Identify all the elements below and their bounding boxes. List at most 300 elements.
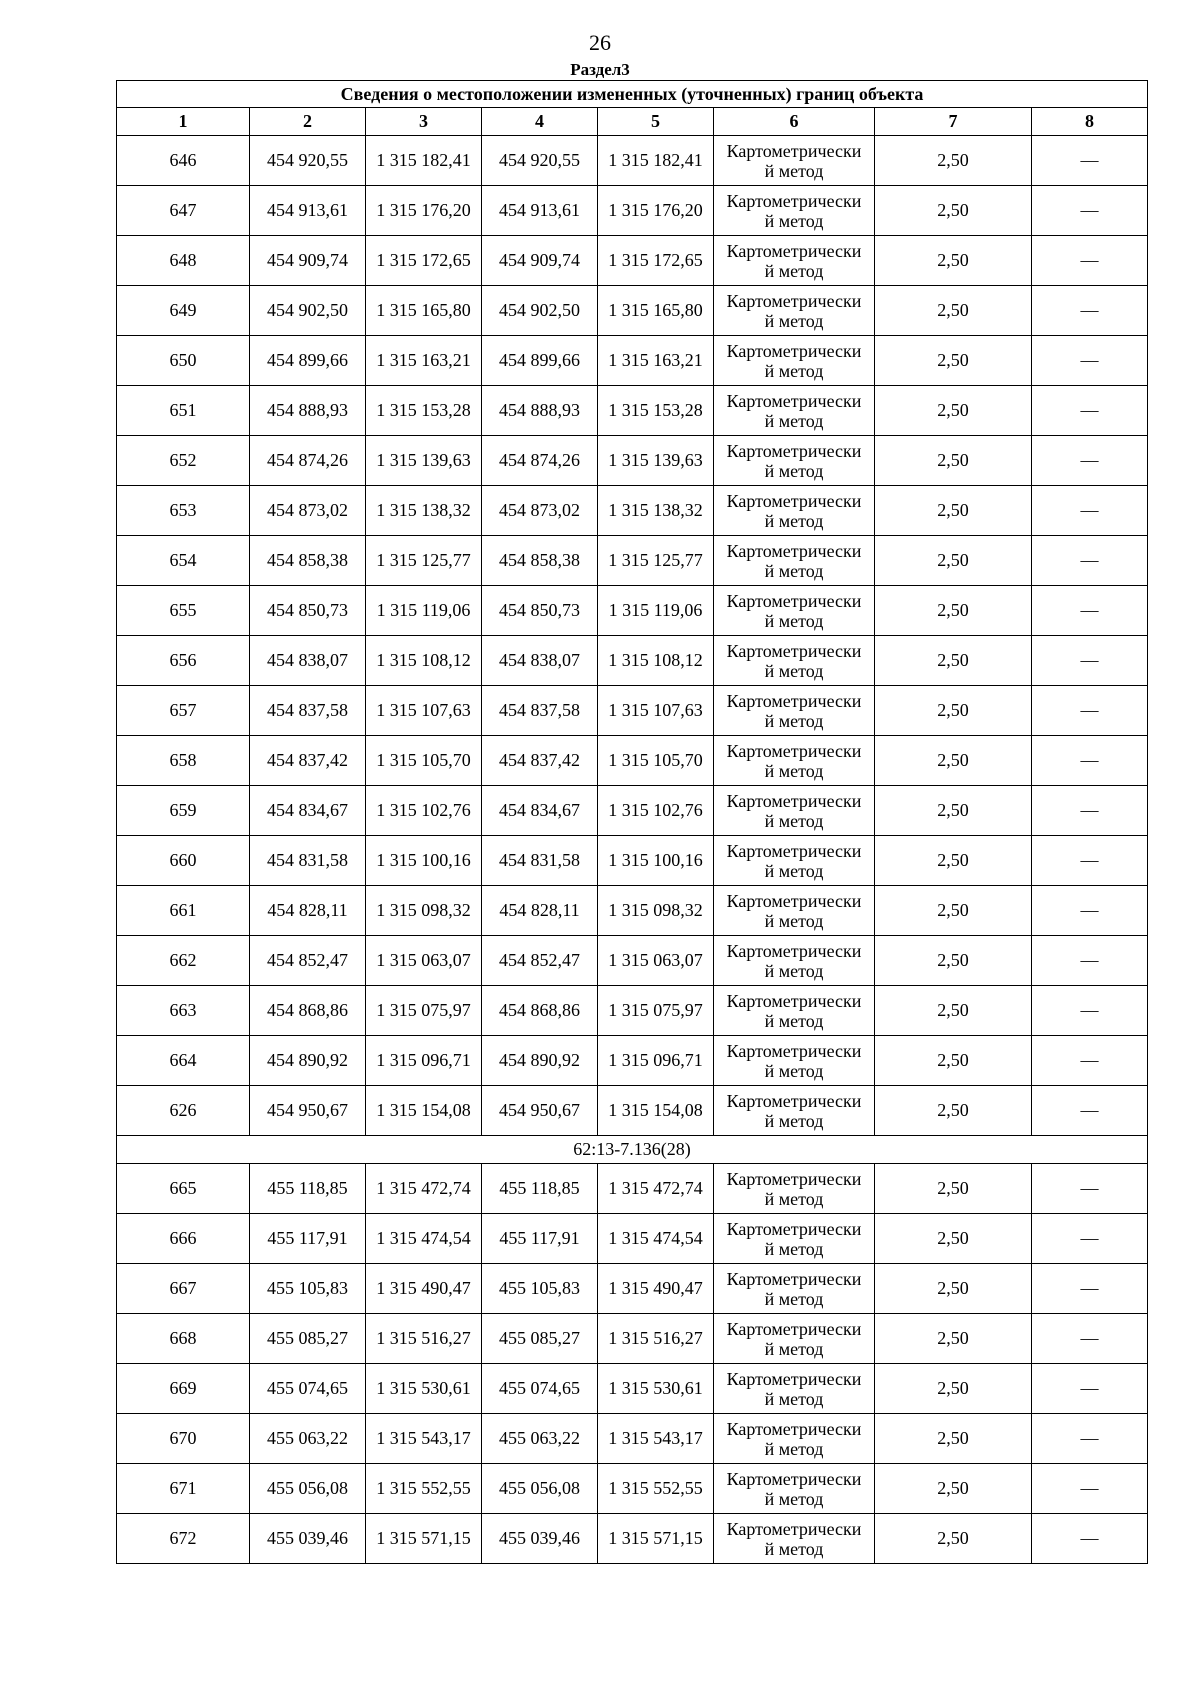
group-row <box>117 1136 1148 1164</box>
table-body-group <box>117 1136 1148 1164</box>
x-old-cell: 454 828,11 <box>250 886 366 936</box>
method-cell <box>714 336 875 386</box>
point-number-cell: 664 <box>117 1036 250 1086</box>
x-new-cell: 454 899,66 <box>482 336 598 386</box>
table-row <box>117 636 1148 686</box>
y-new-cell: 1 315 108,12 <box>598 636 714 686</box>
y-new-cell: 1 315 490,47 <box>598 1264 714 1314</box>
point-number-cell: 648 <box>117 236 250 286</box>
table-row <box>117 686 1148 736</box>
method-cell <box>714 1036 875 1086</box>
method-line-1: Картометрически <box>726 1318 862 1339</box>
y-new-cell: 1 315 172,65 <box>598 236 714 286</box>
x-new-cell: 454 909,74 <box>482 236 598 286</box>
point-number-cell: 654 <box>117 536 250 586</box>
y-old-cell: 1 315 153,28 <box>366 386 482 436</box>
method-cell <box>714 636 875 686</box>
method-line-1: Картометрически <box>726 140 862 161</box>
x-old-cell: 454 920,55 <box>250 136 366 186</box>
precision-cell: 2,50 <box>875 1514 1032 1564</box>
table-row <box>117 736 1148 786</box>
x-old-cell: 455 039,46 <box>250 1514 366 1564</box>
y-new-cell: 1 315 472,74 <box>598 1164 714 1214</box>
method-cell <box>714 186 875 236</box>
x-old-cell: 454 850,73 <box>250 586 366 636</box>
y-new-cell: 1 315 163,21 <box>598 336 714 386</box>
table-row <box>117 886 1148 936</box>
method-cell <box>714 536 875 586</box>
method-line-1: Картометрически <box>726 1040 862 1061</box>
method-line-2: й метод <box>764 1488 824 1509</box>
table-row <box>117 1364 1148 1414</box>
x-old-cell: 454 890,92 <box>250 1036 366 1086</box>
method-line-1: Картометрически <box>726 940 862 961</box>
y-old-cell: 1 315 098,32 <box>366 886 482 936</box>
precision-cell: 2,50 <box>875 1264 1032 1314</box>
method-line-1: Картометрически <box>726 590 862 611</box>
y-old-cell: 1 315 472,74 <box>366 1164 482 1214</box>
table-row <box>117 536 1148 586</box>
table-row <box>117 936 1148 986</box>
y-new-cell: 1 315 153,28 <box>598 386 714 436</box>
table-row <box>117 336 1148 386</box>
x-old-cell: 454 838,07 <box>250 636 366 686</box>
method-line-1: Картометрически <box>726 1218 862 1239</box>
method-line-1: Картометрически <box>726 540 862 561</box>
table-row <box>117 386 1148 436</box>
x-old-cell: 454 858,38 <box>250 536 366 586</box>
precision-cell: 2,50 <box>875 686 1032 736</box>
y-old-cell: 1 315 165,80 <box>366 286 482 336</box>
point-number-cell: 655 <box>117 586 250 636</box>
column-header: 1 <box>117 108 250 136</box>
x-new-cell: 454 902,50 <box>482 286 598 336</box>
dash-cell: — <box>1032 1414 1148 1464</box>
x-new-cell: 455 085,27 <box>482 1314 598 1364</box>
x-old-cell: 454 909,74 <box>250 236 366 286</box>
table-row <box>117 286 1148 336</box>
y-new-cell: 1 315 105,70 <box>598 736 714 786</box>
dash-cell: — <box>1032 136 1148 186</box>
y-new-cell: 1 315 138,32 <box>598 486 714 536</box>
x-new-cell: 454 834,67 <box>482 786 598 836</box>
x-new-cell: 454 850,73 <box>482 586 598 636</box>
point-number-cell: 667 <box>117 1264 250 1314</box>
dash-cell: — <box>1032 1036 1148 1086</box>
column-header: 3 <box>366 108 482 136</box>
x-old-cell: 454 913,61 <box>250 186 366 236</box>
y-new-cell: 1 315 107,63 <box>598 686 714 736</box>
y-old-cell: 1 315 075,97 <box>366 986 482 1036</box>
y-new-cell: 1 315 119,06 <box>598 586 714 636</box>
y-new-cell: 1 315 139,63 <box>598 436 714 486</box>
method-cell <box>714 136 875 186</box>
method-line-1: Картометрически <box>726 1168 862 1189</box>
method-line-2: й метод <box>764 460 824 481</box>
method-line-1: Картометрически <box>726 190 862 211</box>
column-header: 8 <box>1032 108 1148 136</box>
dash-cell: — <box>1032 736 1148 786</box>
x-old-cell: 454 834,67 <box>250 786 366 836</box>
dash-cell: — <box>1032 336 1148 386</box>
method-line-1: Картометрически <box>726 1418 862 1439</box>
method-line-2: й метод <box>764 1288 824 1309</box>
y-new-cell: 1 315 063,07 <box>598 936 714 986</box>
method-cell <box>714 386 875 436</box>
table-body-main <box>117 136 1148 1136</box>
method-line-2: й метод <box>764 410 824 431</box>
y-new-cell: 1 315 100,16 <box>598 836 714 886</box>
method-line-1: Картометрически <box>726 740 862 761</box>
precision-cell: 2,50 <box>875 1214 1032 1264</box>
x-old-cell: 454 873,02 <box>250 486 366 536</box>
method-line-2: й метод <box>764 1238 824 1259</box>
dash-cell: — <box>1032 1514 1148 1564</box>
dash-cell: — <box>1032 186 1148 236</box>
x-new-cell: 454 868,86 <box>482 986 598 1036</box>
column-header: 2 <box>250 108 366 136</box>
x-old-cell: 454 868,86 <box>250 986 366 1036</box>
dash-cell: — <box>1032 386 1148 436</box>
y-old-cell: 1 315 571,15 <box>366 1514 482 1564</box>
point-number-cell: 647 <box>117 186 250 236</box>
precision-cell: 2,50 <box>875 936 1032 986</box>
table-body-secondary <box>117 1164 1148 1564</box>
y-old-cell: 1 315 172,65 <box>366 236 482 286</box>
precision-cell: 2,50 <box>875 386 1032 436</box>
y-old-cell: 1 315 163,21 <box>366 336 482 386</box>
y-old-cell: 1 315 063,07 <box>366 936 482 986</box>
method-cell <box>714 1086 875 1136</box>
table-row <box>117 1464 1148 1514</box>
method-line-1: Картометрически <box>726 640 862 661</box>
method-cell <box>714 786 875 836</box>
x-old-cell: 454 888,93 <box>250 386 366 436</box>
y-old-cell: 1 315 543,17 <box>366 1414 482 1464</box>
precision-cell: 2,50 <box>875 436 1032 486</box>
method-line-1: Картометрически <box>726 690 862 711</box>
table-caption: Сведения о местоположении измененных (уточненных) границ объекта <box>117 81 1148 108</box>
point-number-cell: 652 <box>117 436 250 486</box>
y-old-cell: 1 315 100,16 <box>366 836 482 886</box>
y-new-cell: 1 315 552,55 <box>598 1464 714 1514</box>
precision-cell: 2,50 <box>875 636 1032 686</box>
precision-cell: 2,50 <box>875 1314 1032 1364</box>
dash-cell: — <box>1032 586 1148 636</box>
method-line-1: Картометрически <box>726 1468 862 1489</box>
precision-cell: 2,50 <box>875 486 1032 536</box>
method-line-2: й метод <box>764 1338 824 1359</box>
method-line-2: й метод <box>764 560 824 581</box>
method-cell <box>714 1464 875 1514</box>
method-cell <box>714 236 875 286</box>
method-line-2: й метод <box>764 1060 824 1081</box>
method-line-1: Картометрически <box>726 390 862 411</box>
y-new-cell: 1 315 530,61 <box>598 1364 714 1414</box>
precision-cell: 2,50 <box>875 1464 1032 1514</box>
method-line-2: й метод <box>764 1538 824 1559</box>
point-number-cell: 649 <box>117 286 250 336</box>
group-label: 62:13-7.136(28) <box>117 1136 1148 1164</box>
y-old-cell: 1 315 182,41 <box>366 136 482 186</box>
method-line-2: й метод <box>764 1110 824 1131</box>
coordinates-table <box>116 80 1148 1564</box>
precision-cell: 2,50 <box>875 786 1032 836</box>
table-row <box>117 786 1148 836</box>
method-cell <box>714 586 875 636</box>
precision-cell: 2,50 <box>875 836 1032 886</box>
method-line-1: Картометрически <box>726 1518 862 1539</box>
table-row <box>117 1314 1148 1364</box>
table-row <box>117 486 1148 536</box>
method-line-2: й метод <box>764 160 824 181</box>
precision-cell: 2,50 <box>875 736 1032 786</box>
table-row <box>117 586 1148 636</box>
y-old-cell: 1 315 516,27 <box>366 1314 482 1364</box>
dash-cell: — <box>1032 936 1148 986</box>
method-line-2: й метод <box>764 1010 824 1031</box>
point-number-cell: 656 <box>117 636 250 686</box>
section-title: Раздел3 <box>570 60 630 79</box>
y-old-cell: 1 315 108,12 <box>366 636 482 686</box>
y-old-cell: 1 315 474,54 <box>366 1214 482 1264</box>
y-new-cell: 1 315 102,76 <box>598 786 714 836</box>
method-cell <box>714 486 875 536</box>
x-old-cell: 455 063,22 <box>250 1414 366 1464</box>
method-line-1: Картометрически <box>726 840 862 861</box>
point-number-cell: 661 <box>117 886 250 936</box>
x-old-cell: 455 056,08 <box>250 1464 366 1514</box>
dash-cell: — <box>1032 1314 1148 1364</box>
dash-cell: — <box>1032 536 1148 586</box>
y-old-cell: 1 315 125,77 <box>366 536 482 586</box>
x-old-cell: 455 117,91 <box>250 1214 366 1264</box>
dash-cell: — <box>1032 836 1148 886</box>
method-line-1: Картометрически <box>726 1268 862 1289</box>
method-line-1: Картометрически <box>726 790 862 811</box>
x-new-cell: 454 852,47 <box>482 936 598 986</box>
table-row <box>117 1036 1148 1086</box>
x-new-cell: 454 873,02 <box>482 486 598 536</box>
method-cell <box>714 886 875 936</box>
y-new-cell: 1 315 182,41 <box>598 136 714 186</box>
dash-cell: — <box>1032 286 1148 336</box>
point-number-cell: 660 <box>117 836 250 886</box>
point-number-cell: 646 <box>117 136 250 186</box>
method-line-1: Картометрически <box>726 240 862 261</box>
table-row <box>117 436 1148 486</box>
y-old-cell: 1 315 552,55 <box>366 1464 482 1514</box>
y-new-cell: 1 315 516,27 <box>598 1314 714 1364</box>
point-number-cell: 662 <box>117 936 250 986</box>
method-line-1: Картометрически <box>726 990 862 1011</box>
point-number-cell: 659 <box>117 786 250 836</box>
method-line-1: Картометрически <box>726 1090 862 1111</box>
y-new-cell: 1 315 176,20 <box>598 186 714 236</box>
x-new-cell: 454 888,93 <box>482 386 598 436</box>
method-cell <box>714 686 875 736</box>
x-new-cell: 455 074,65 <box>482 1364 598 1414</box>
y-old-cell: 1 315 154,08 <box>366 1086 482 1136</box>
point-number-cell: 666 <box>117 1214 250 1264</box>
dash-cell: — <box>1032 886 1148 936</box>
x-new-cell: 454 913,61 <box>482 186 598 236</box>
point-number-cell: 665 <box>117 1164 250 1214</box>
y-old-cell: 1 315 107,63 <box>366 686 482 736</box>
method-line-2: й метод <box>764 1388 824 1409</box>
dash-cell: — <box>1032 436 1148 486</box>
x-old-cell: 455 118,85 <box>250 1164 366 1214</box>
precision-cell: 2,50 <box>875 286 1032 336</box>
method-line-2: й метод <box>764 710 824 731</box>
x-new-cell: 454 828,11 <box>482 886 598 936</box>
x-new-cell: 454 838,07 <box>482 636 598 686</box>
x-new-cell: 455 039,46 <box>482 1514 598 1564</box>
x-old-cell: 454 837,42 <box>250 736 366 786</box>
table-row <box>117 1264 1148 1314</box>
point-number-cell: 657 <box>117 686 250 736</box>
method-cell <box>714 1164 875 1214</box>
y-old-cell: 1 315 096,71 <box>366 1036 482 1086</box>
method-cell <box>714 1514 875 1564</box>
dash-cell: — <box>1032 1086 1148 1136</box>
method-line-2: й метод <box>764 910 824 931</box>
method-cell <box>714 1314 875 1364</box>
x-old-cell: 454 899,66 <box>250 336 366 386</box>
precision-cell: 2,50 <box>875 986 1032 1036</box>
precision-cell: 2,50 <box>875 1036 1032 1086</box>
x-old-cell: 455 105,83 <box>250 1264 366 1314</box>
table-row <box>117 986 1148 1036</box>
x-new-cell: 454 920,55 <box>482 136 598 186</box>
method-line-2: й метод <box>764 760 824 781</box>
column-header: 4 <box>482 108 598 136</box>
method-cell <box>714 1214 875 1264</box>
y-old-cell: 1 315 119,06 <box>366 586 482 636</box>
x-new-cell: 455 118,85 <box>482 1164 598 1214</box>
table-row <box>117 136 1148 186</box>
x-old-cell: 455 085,27 <box>250 1314 366 1364</box>
method-line-2: й метод <box>764 360 824 381</box>
table-row <box>117 1214 1148 1264</box>
point-number-cell: 670 <box>117 1414 250 1464</box>
column-header: 7 <box>875 108 1032 136</box>
precision-cell: 2,50 <box>875 1414 1032 1464</box>
dash-cell: — <box>1032 1464 1148 1514</box>
method-line-2: й метод <box>764 1438 824 1459</box>
method-line-1: Картометрически <box>726 1368 862 1389</box>
x-new-cell: 454 837,58 <box>482 686 598 736</box>
method-cell <box>714 286 875 336</box>
x-new-cell: 455 056,08 <box>482 1464 598 1514</box>
method-line-2: й метод <box>764 310 824 331</box>
method-cell <box>714 736 875 786</box>
method-line-1: Картометрически <box>726 890 862 911</box>
dash-cell: — <box>1032 486 1148 536</box>
point-number-cell: 669 <box>117 1364 250 1414</box>
precision-cell: 2,50 <box>875 886 1032 936</box>
precision-cell: 2,50 <box>875 1086 1032 1136</box>
y-new-cell: 1 315 096,71 <box>598 1036 714 1086</box>
point-number-cell: 671 <box>117 1464 250 1514</box>
method-cell <box>714 836 875 886</box>
method-line-1: Картометрически <box>726 490 862 511</box>
column-header: 5 <box>598 108 714 136</box>
method-cell <box>714 1364 875 1414</box>
method-line-2: й метод <box>764 810 824 831</box>
y-old-cell: 1 315 490,47 <box>366 1264 482 1314</box>
method-cell <box>714 1414 875 1464</box>
point-number-cell: 658 <box>117 736 250 786</box>
column-header: 6 <box>714 108 875 136</box>
method-line-2: й метод <box>764 260 824 281</box>
point-number-cell: 650 <box>117 336 250 386</box>
y-new-cell: 1 315 543,17 <box>598 1414 714 1464</box>
x-new-cell: 455 063,22 <box>482 1414 598 1464</box>
method-cell <box>714 436 875 486</box>
dash-cell: — <box>1032 986 1148 1036</box>
method-line-1: Картометрически <box>726 290 862 311</box>
x-old-cell: 454 950,67 <box>250 1086 366 1136</box>
x-new-cell: 454 950,67 <box>482 1086 598 1136</box>
method-line-2: й метод <box>764 960 824 981</box>
dash-cell: — <box>1032 686 1148 736</box>
table-row <box>117 1514 1148 1564</box>
y-old-cell: 1 315 138,32 <box>366 486 482 536</box>
method-line-2: й метод <box>764 1188 824 1209</box>
x-old-cell: 454 874,26 <box>250 436 366 486</box>
method-line-2: й метод <box>764 510 824 531</box>
point-number-cell: 653 <box>117 486 250 536</box>
x-new-cell: 454 874,26 <box>482 436 598 486</box>
y-old-cell: 1 315 530,61 <box>366 1364 482 1414</box>
point-number-cell: 672 <box>117 1514 250 1564</box>
x-new-cell: 455 105,83 <box>482 1264 598 1314</box>
y-new-cell: 1 315 571,15 <box>598 1514 714 1564</box>
dash-cell: — <box>1032 636 1148 686</box>
method-line-2: й метод <box>764 610 824 631</box>
method-line-2: й метод <box>764 860 824 881</box>
method-line-2: й метод <box>764 660 824 681</box>
y-old-cell: 1 315 105,70 <box>366 736 482 786</box>
table-row <box>117 236 1148 286</box>
precision-cell: 2,50 <box>875 586 1032 636</box>
page-number: 26 <box>589 30 611 55</box>
table-row <box>117 1414 1148 1464</box>
table-row <box>117 836 1148 886</box>
precision-cell: 2,50 <box>875 1364 1032 1414</box>
x-old-cell: 454 831,58 <box>250 836 366 886</box>
y-old-cell: 1 315 176,20 <box>366 186 482 236</box>
precision-cell: 2,50 <box>875 136 1032 186</box>
precision-cell: 2,50 <box>875 236 1032 286</box>
precision-cell: 2,50 <box>875 536 1032 586</box>
method-cell <box>714 986 875 1036</box>
x-new-cell: 454 890,92 <box>482 1036 598 1086</box>
point-number-cell: 663 <box>117 986 250 1036</box>
method-line-1: Картометрически <box>726 440 862 461</box>
method-cell <box>714 1264 875 1314</box>
y-new-cell: 1 315 474,54 <box>598 1214 714 1264</box>
table-row <box>117 1164 1148 1214</box>
dash-cell: — <box>1032 236 1148 286</box>
method-line-2: й метод <box>764 210 824 231</box>
x-old-cell: 454 837,58 <box>250 686 366 736</box>
y-old-cell: 1 315 139,63 <box>366 436 482 486</box>
point-number-cell: 668 <box>117 1314 250 1364</box>
method-line-1: Картометрически <box>726 340 862 361</box>
y-new-cell: 1 315 098,32 <box>598 886 714 936</box>
